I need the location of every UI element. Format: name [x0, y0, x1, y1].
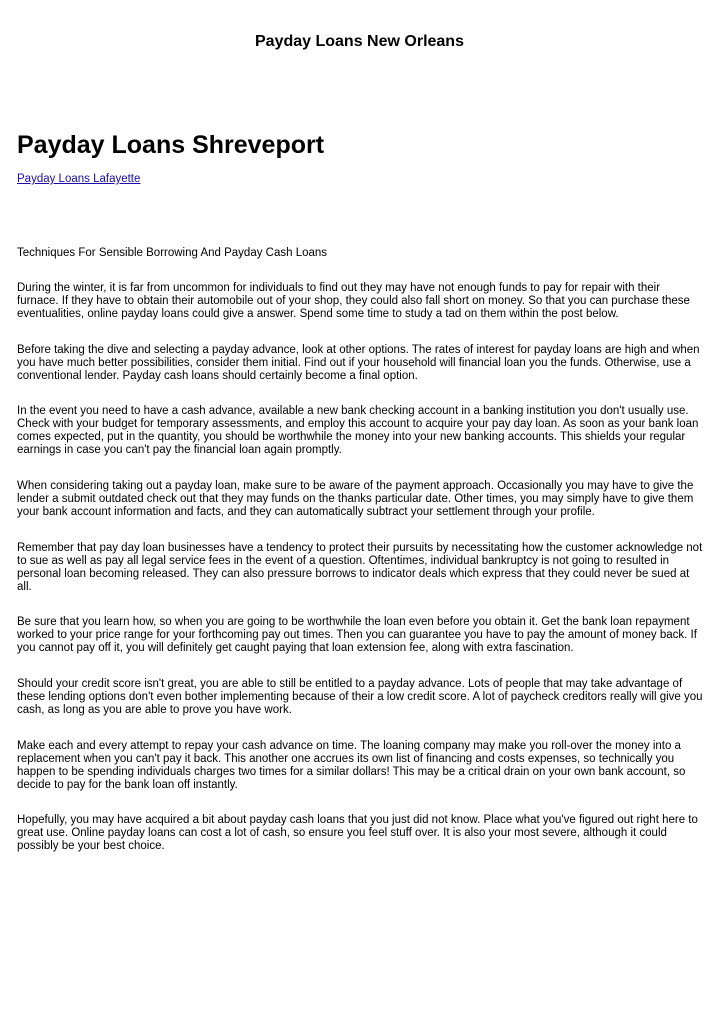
article-subtitle: Techniques For Sensible Borrowing And Payday Cash Loans: [17, 247, 328, 259]
paragraph: Make each and every attempt to repay your cash advance on time. The loaning company may make you roll-over the money into a replacement when you can't pay it back. This another one accrues its own list of financing and costs expenses, so technically you happen to be spending individuals charges two times for a similar dollars! This may be a critical drain on your own bank account, so decide to pay for the bank loan off instantly.: [17, 739, 686, 791]
paragraph: Remember that pay day loan businesses have a tendency to protect their pursuits by necessitating how the customer acknowledge not to sue as well as pay all legal service fees in the event of a question. Oftentimes, individual bankruptcy is not going to resulted in personal loan becoming released. They can also pressure borrows to indicator deals which express that they could never be sued at all.: [17, 541, 703, 593]
paragraph: When considering taking out a payday loan, make sure to be aware of the payment approach. Occasionally you may have to give the lender a submit outdated check out that they may funds on the thanks particular date. Other times, you may simply have to give them your bank account information and facts, and they can automatically subtract your settlement through your profile.: [17, 480, 694, 518]
page-title: Payday Loans Shreveport: [17, 131, 325, 159]
paragraph: Should your credit score isn't great, you are able to still be entitled to a payday advance. Lots of people that may take advantage of these lending options don't even bother implementing because of their a low credit score. A lot of paycheck creditors really will give you cash, as long as you are able to prove you have work.: [17, 678, 703, 716]
paragraph: Before taking the dive and selecting a payday advance, look at other options. The rates of interest for payday loans are high and when you have much better possibilities, consider them initial. Find out if your household will financial loan you the funds. Otherwise, use a conventional lender. Payday cash loans should certainly become a final option.: [17, 343, 700, 382]
related-link[interactable]: Payday Loans Lafayette: [17, 173, 141, 185]
paragraph: During the winter, it is far from uncommon for individuals to find out they may have not enough funds to pay for repair with their furnace. If they have to obtain their automobile out of your shop, they could also fall short on money. So that you can purchase these eventualities, online payday loans could give a answer. Spend some time to study a tad on them within the post below.: [17, 282, 690, 320]
article-body: [17, 282, 703, 876]
running-header: Payday Loans New Orleans: [255, 33, 464, 50]
paragraph: Hopefully, you may have acquired a bit about payday cash loans that you just did not know. Place what you've figured out right here to great use. Online payday loans can cost a lot of cash, so ensure you feel stuff over. It is also your most severe, although it could possibly be your best choice.: [17, 814, 698, 853]
paragraph: In the event you need to have a cash advance, available a new bank checking account in a banking institution you don't usually use. Check with your budget for temporary assessments, and employ this account to acquire your pay day loan. As soon as your bank loan comes expected, put in the quantity, you should be worthwhile the money into your new banking accounts. This shields your regular earnings in case you can't pay the financial loan again promptly.: [17, 405, 699, 457]
paragraph: Be sure that you learn how, so when you are going to be worthwhile the loan even before you obtain it. Get the bank loan repayment worked to your price range for your forthcoming pay out times. Then you can guarantee you have to pay the amount of money back. If you cannot pay off it, you will definitely get caught paying that loan extension fee, along with extra fascination.: [17, 616, 697, 655]
